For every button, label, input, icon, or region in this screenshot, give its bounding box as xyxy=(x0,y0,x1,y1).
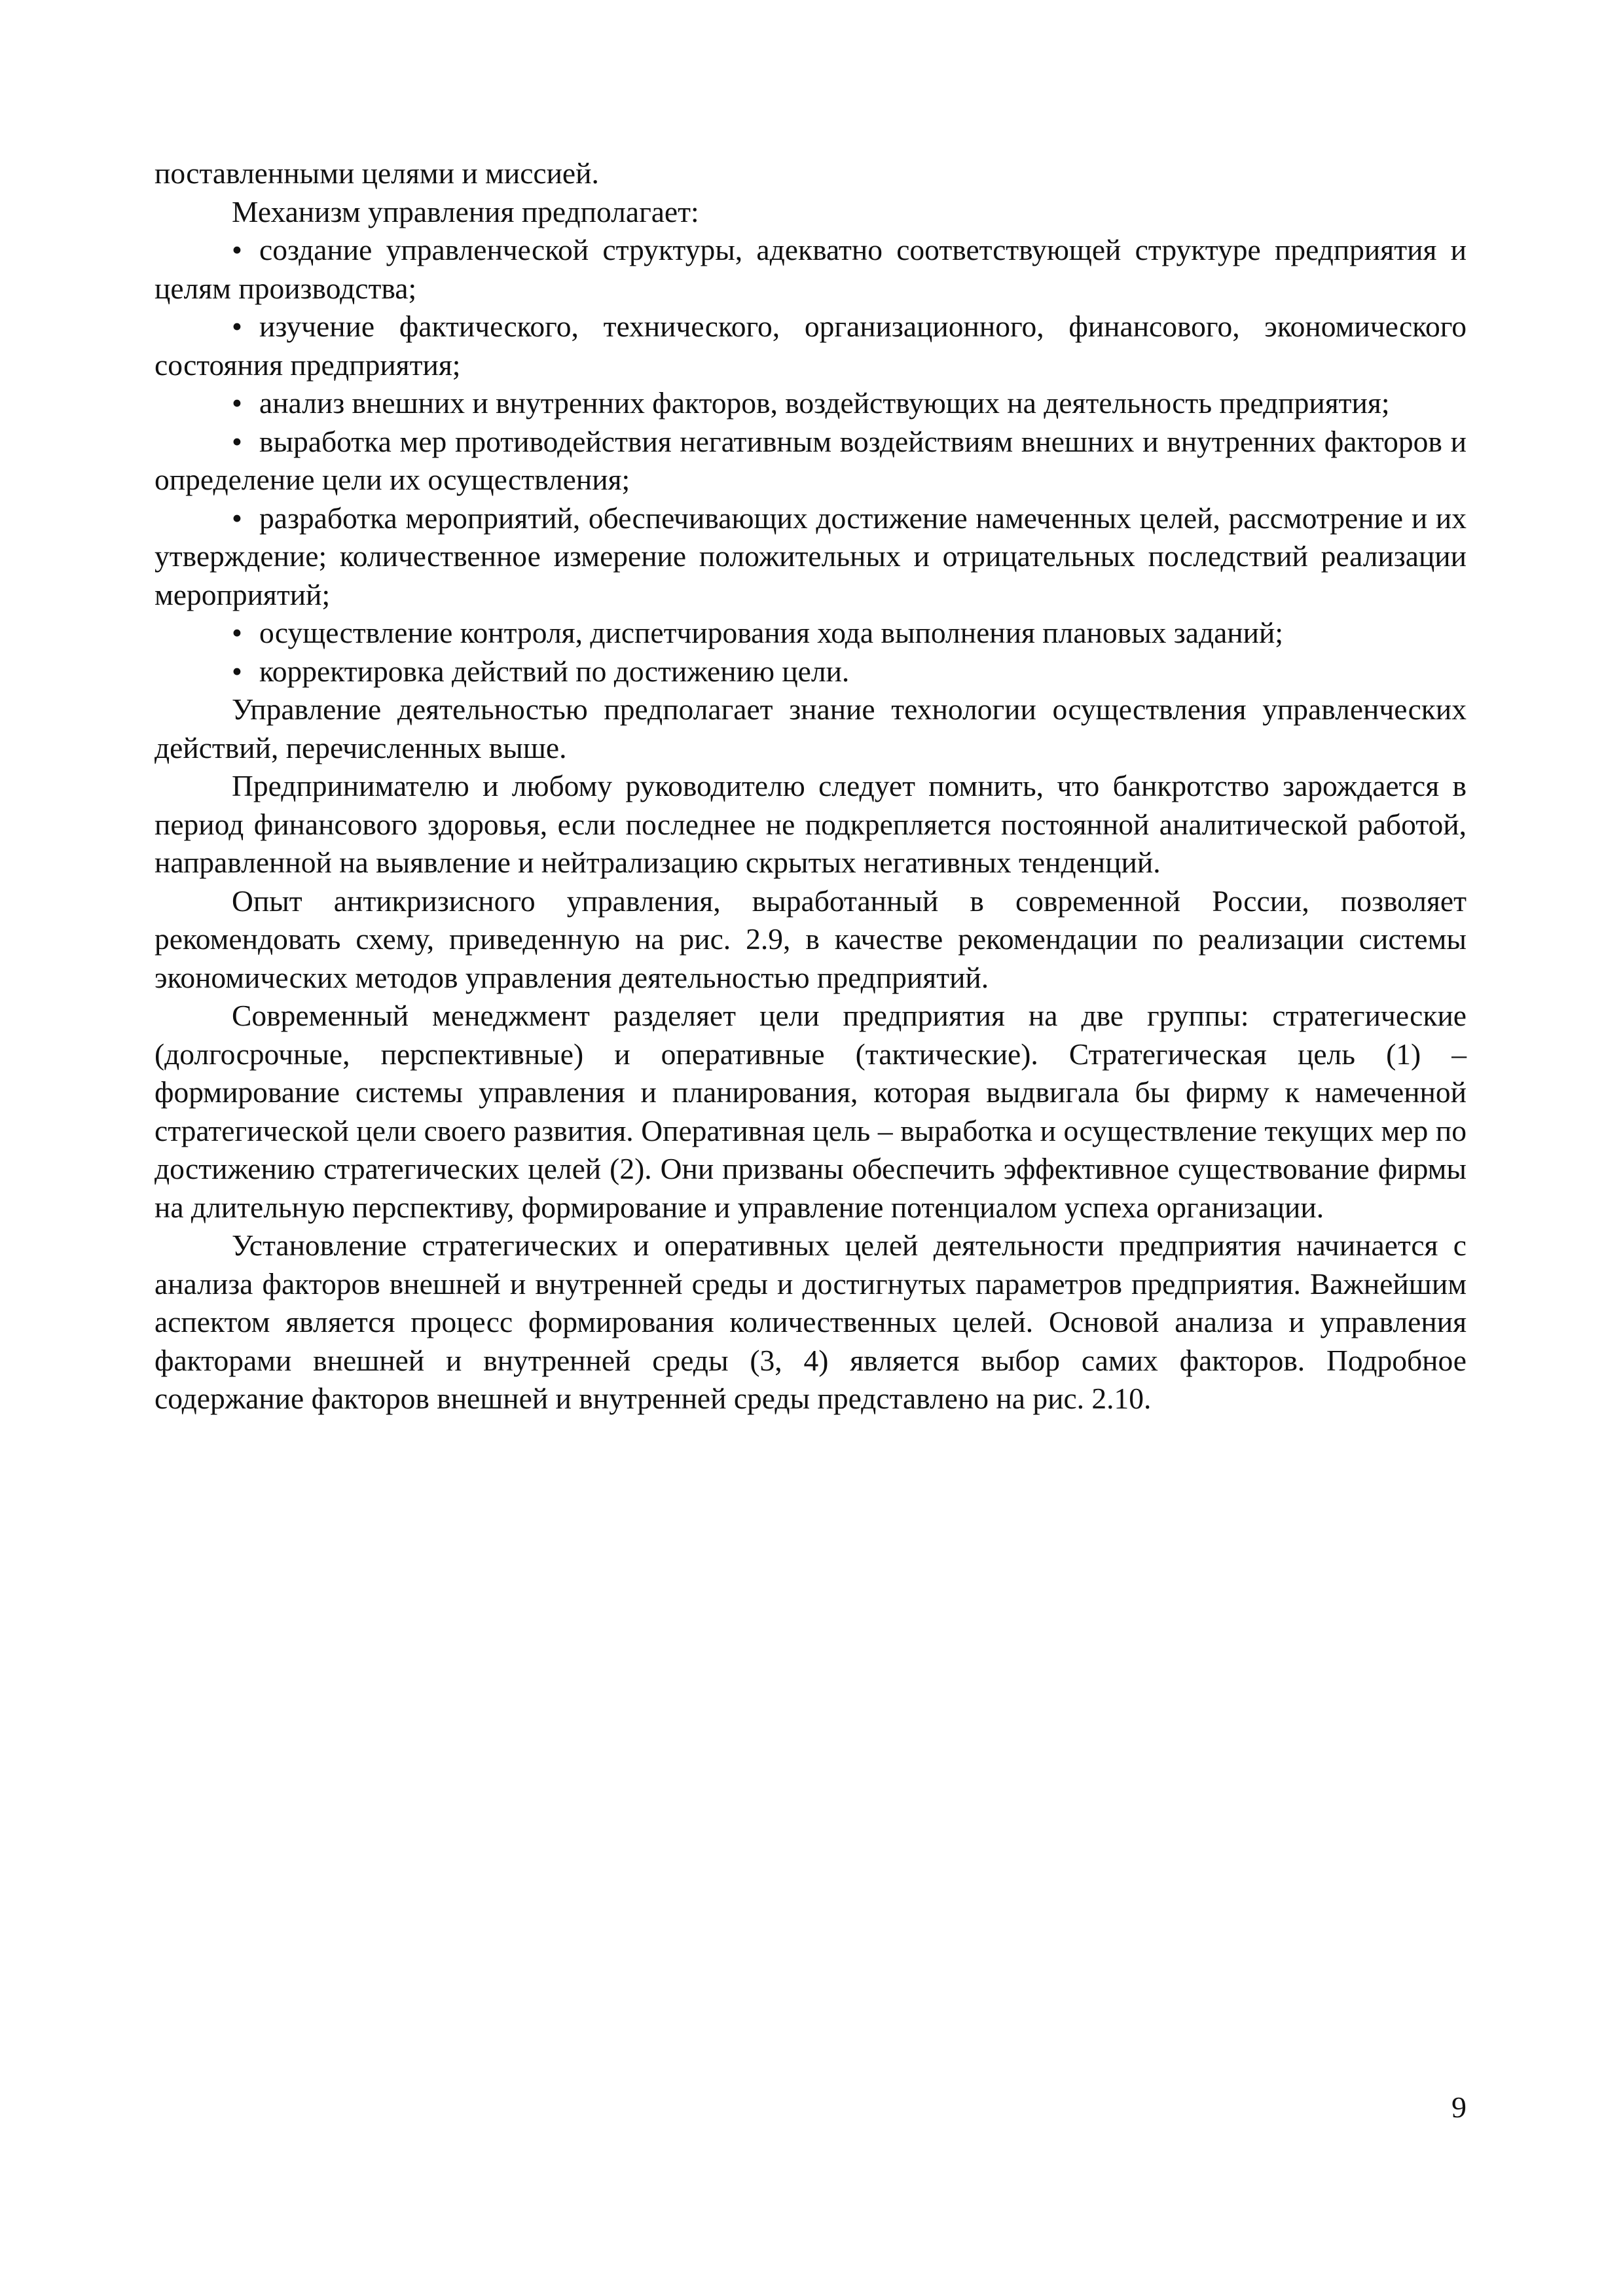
list-item-text: корректировка действий по достижению цели. xyxy=(259,654,850,688)
list-item xyxy=(155,231,1467,308)
page-number: 9 xyxy=(1451,2090,1467,2124)
bullet-marker: • xyxy=(232,424,242,458)
list-item-text: осуществление контроля, диспетчирования хода выполнения плановых заданий; xyxy=(259,616,1283,649)
paragraph-bankruptcy: Предпринимателю и любому руководителю следует помнить, что банкротство зарождается в период финансового здоровья, если последнее не подкрепляется постоянной аналитической работой, направленной на выявление и нейтрализацию скрытых негативных тенденций. xyxy=(155,769,1467,879)
page-body xyxy=(155,154,1467,1418)
bullet-marker: • xyxy=(232,233,242,266)
bullet-marker: • xyxy=(232,654,242,688)
bullet-marker: • xyxy=(232,616,242,649)
list-item xyxy=(155,384,1467,423)
paragraph-modern-management: Современный менеджмент разделяет цели предприятия на две группы: стратегические (долгосрочные, перспективные) и оперативные (тактические). Стратегическая цель (1) – формирование системы управления и планирования, которая выдвигала бы фирму к намеченной стратегической цели своего развития. Оперативная цель – выработка и осуществление текущих мер по достижению стратегических целей (2). Они призваны обеспечить эффективное существование фирмы на длительную перспективу, формирование и управление потенциалом успеха организации. xyxy=(155,999,1467,1224)
paragraph-intro-tail: поставленными целями и миссией. xyxy=(155,156,599,190)
list-item-text: выработка мер противодействия негативным воздействиям внешних и внутренних факторов и определение цели их осуществления; xyxy=(155,424,1467,496)
bullet-list xyxy=(155,231,1467,691)
paragraph-crisis-experience: Опыт антикризисного управления, выработанный в современной России, позволяет рекомендовать схему, приведенную на рис. 2.9, в качестве рекомендации по реализации системы экономических методов управления деятельностью предприятий. xyxy=(155,884,1467,994)
list-item xyxy=(155,614,1467,653)
bullet-marker: • xyxy=(232,310,242,343)
list-item xyxy=(155,308,1467,384)
paragraph-management-activity: Управление деятельностью предполагает знание технологии осуществления управленческих действий, перечисленных выше. xyxy=(155,692,1467,764)
paragraph-goal-setting: Установление стратегических и оперативных целей деятельности предприятия начинается с анализа факторов внешней и внутренней среды и достигнутых параметров предприятия. Важнейшим аспектом является процесс формирования количественных целей. Основой анализа и управления факторами внешней и внутренней среды (3, 4) является выбор самих факторов. Подробное содержание факторов внешней и внутренней среды представлено на рис. 2.10. xyxy=(155,1229,1467,1415)
list-item-text: анализ внешних и внутренних факторов, воздействующих на деятельность предприятия; xyxy=(259,386,1390,420)
list-item-text: разработка мероприятий, обеспечивающих достижение намеченных целей, рассмотрение и их утверждение; количественное измерение положительных и отрицательных последствий реализации мероприятий; xyxy=(155,501,1467,611)
bullet-marker: • xyxy=(232,386,242,420)
bullet-marker: • xyxy=(232,501,242,535)
list-item-text: изучение фактического, технического, организационного, финансового, экономического состояния предприятия; xyxy=(155,310,1467,382)
paragraph-mechanism-lead: Механизм управления предполагает: xyxy=(232,194,699,228)
list-item xyxy=(155,653,1467,691)
list-item xyxy=(155,499,1467,615)
list-item xyxy=(155,423,1467,499)
list-item-text: создание управленческой структуры, адекватно соответствующей структуре предприятия и целям производства; xyxy=(155,233,1467,305)
